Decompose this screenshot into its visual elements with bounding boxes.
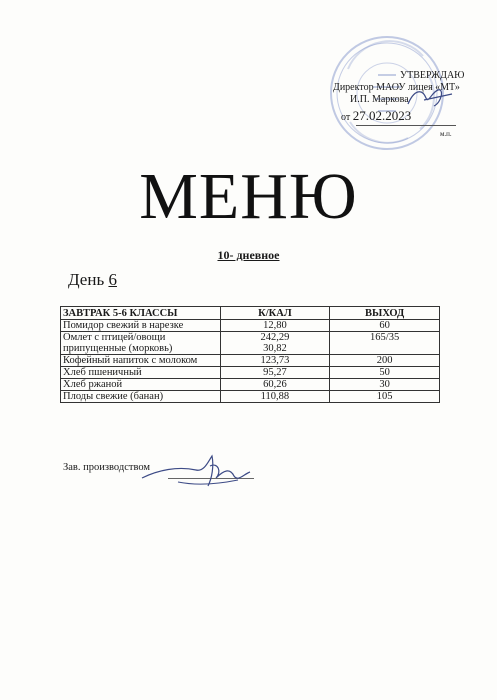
approval-title: УТВЕРЖДАЮ — [400, 70, 465, 81]
dish-output: 200 — [330, 355, 440, 367]
director-signature — [404, 84, 456, 110]
dish-kcal: 60,26 — [220, 379, 330, 391]
production-manager-signature — [138, 452, 256, 492]
header-kcal: К/КАЛ — [220, 307, 330, 320]
dish-kcal: 242,29 — [260, 332, 290, 343]
approval-date-prefix: от — [341, 112, 351, 123]
dish-name: Кофейный напиток с молоком — [61, 355, 221, 367]
document-subtitle: 10- дневное — [217, 248, 280, 262]
dish-kcal: 110,88 — [220, 391, 330, 403]
table-row — [61, 332, 440, 355]
table-header-row — [61, 307, 440, 320]
day-heading — [68, 270, 117, 290]
production-manager-label: Зав. производством — [63, 462, 151, 473]
table-row — [61, 320, 440, 332]
approval-name: И.П. Маркова — [350, 94, 409, 105]
dish-name: Плоды свежие (банан) — [61, 391, 221, 403]
table-row — [61, 355, 440, 367]
table-row — [61, 391, 440, 403]
dish-kcal: 12,80 — [220, 320, 330, 332]
day-number: 6 — [108, 270, 117, 289]
menu-table — [60, 306, 440, 403]
dish-name: Хлеб ржаной — [61, 379, 221, 391]
header-meal: ЗАВТРАК 5-6 КЛАССЫ — [61, 307, 221, 320]
dish-output: 105 — [330, 391, 440, 403]
dish-name: Омлет с птицей/овощи припущенные (морковь) — [61, 332, 221, 355]
header-output: ВЫХОД — [330, 307, 440, 320]
stamp-mark-label: м.п. — [440, 130, 452, 138]
dish-kcal: 95,27 — [220, 367, 330, 379]
day-label: День — [68, 270, 105, 289]
approval-date-line — [341, 110, 411, 124]
approval-date: 27.02.2023 — [352, 108, 412, 123]
table-row — [61, 379, 440, 391]
table-row — [61, 367, 440, 379]
dish-output: 165/35 — [330, 332, 440, 355]
approval-role: Директор МАОУ лицея «МТ» — [333, 82, 460, 93]
dish-kcal-secondary: 30,82 — [263, 343, 287, 354]
dish-kcal-cell — [220, 332, 330, 355]
dish-output: 50 — [330, 367, 440, 379]
dish-kcal: 123,73 — [220, 355, 330, 367]
dish-output: 60 — [330, 320, 440, 332]
document-title: МЕНЮ — [139, 160, 358, 233]
dish-name: Помидор свежий в нарезке — [61, 320, 221, 332]
date-underline — [356, 125, 456, 126]
dish-name: Хлеб пшеничный — [61, 367, 221, 379]
dish-output: 30 — [330, 379, 440, 391]
